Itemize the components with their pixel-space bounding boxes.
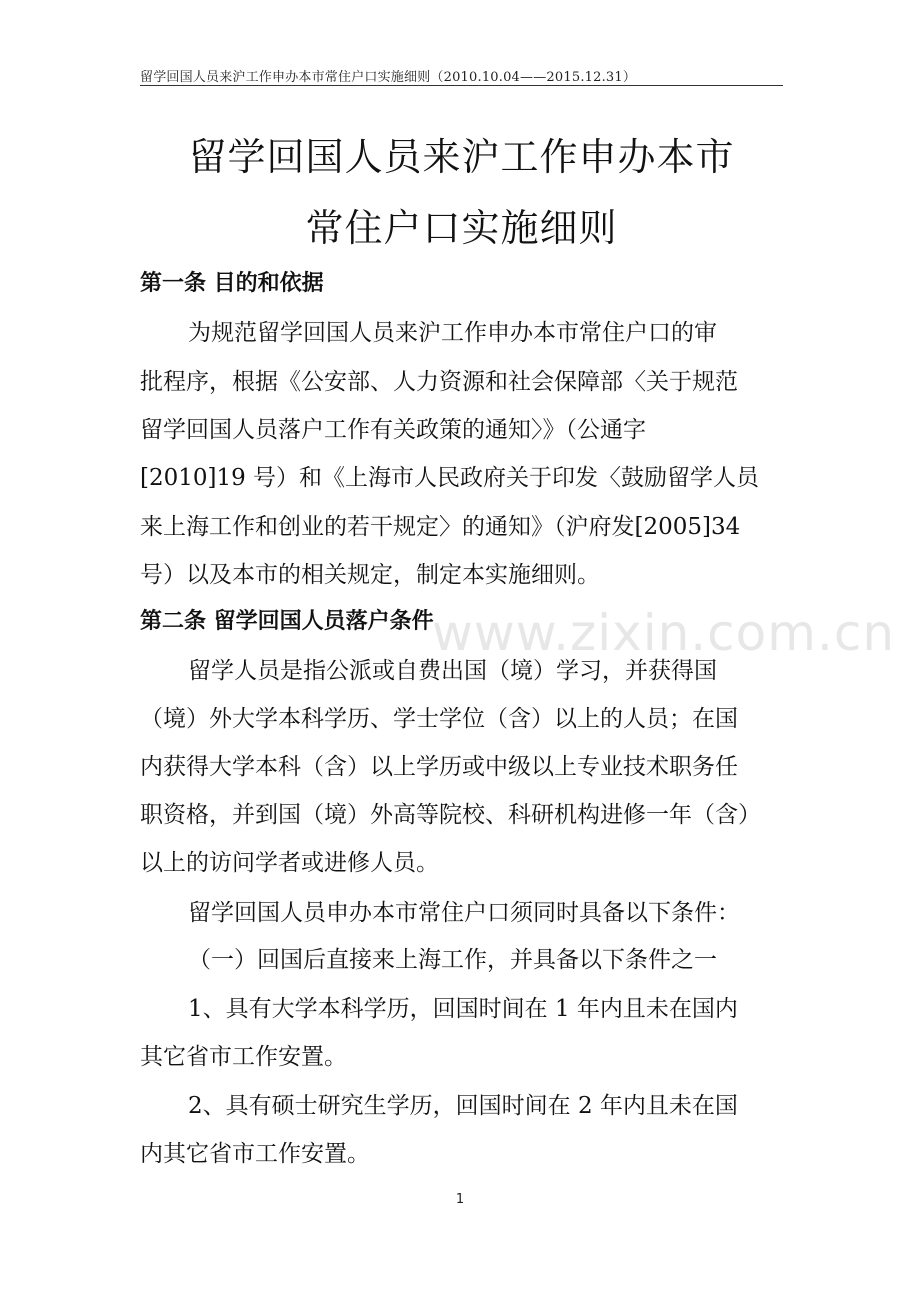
paragraph-line: 留学人员是指公派或自费出国（境）学习，并获得国 xyxy=(188,658,717,684)
paragraph-line: 留学回国人员落户工作有关政策的通知〉》（公通字 xyxy=(140,417,646,443)
list-item-line: 2、具有硕士研究生学历，回国时间在 2 年内且未在国 xyxy=(188,1093,738,1119)
paragraph-line: （一）回国后直接来上海工作，并具备以下条件之一 xyxy=(188,947,717,973)
section-heading-1: 第一条 目的和依据 xyxy=(140,271,324,296)
paragraph-line: 号）以及本市的相关规定，制定本实施细则。 xyxy=(140,562,600,588)
page-number: 1 xyxy=(455,1192,465,1207)
list-item-line: 其它省市工作安置。 xyxy=(140,1044,347,1070)
paragraph-line: 为规范留学回国人员来沪工作申办本市常住户口的审 xyxy=(188,320,717,346)
list-item-line: 内其它省市工作安置。 xyxy=(140,1141,370,1167)
running-header: 留学回国人员来沪工作申办本市常住户口实施细则（2010.10.04——2015.12.31） xyxy=(140,70,637,85)
paragraph-line: 留学回国人员申办本市常住户口须同时具备以下条件： xyxy=(188,900,740,926)
paragraph-line: [2010]19 号）和《上海市人民政府关于印发〈鼓励留学人员 xyxy=(140,465,760,491)
list-item-line: 1、具有大学本科学历，回国时间在 1 年内且未在国内 xyxy=(188,996,738,1022)
header-rule xyxy=(140,85,783,86)
section-heading-2: 第二条 留学回国人员落户条件 xyxy=(140,609,434,634)
paragraph-line: 职资格，并到国（境）外高等院校、科研机构进修一年（含） xyxy=(140,802,761,828)
document-title-line-2: 常住户口实施细则 xyxy=(305,206,618,250)
paragraph-line: 内获得大学本科（含）以上学历或中级以上专业技术职务任 xyxy=(140,754,738,780)
watermark: www.zixin.com.cn xyxy=(432,604,896,662)
paragraph-line: 来上海工作和创业的若干规定〉的通知》（沪府发[2005]34 xyxy=(140,514,741,540)
paragraph-line: （境）外大学本科学历、学士学位（含）以上的人员；在国 xyxy=(140,706,738,732)
paragraph-line: 以上的访问学者或进修人员。 xyxy=(140,850,439,876)
paragraph-line: 批程序，根据《公安部、人力资源和社会保障部〈关于规范 xyxy=(140,369,738,395)
document-title-line-1: 留学回国人员来沪工作申办本市 xyxy=(188,135,735,179)
